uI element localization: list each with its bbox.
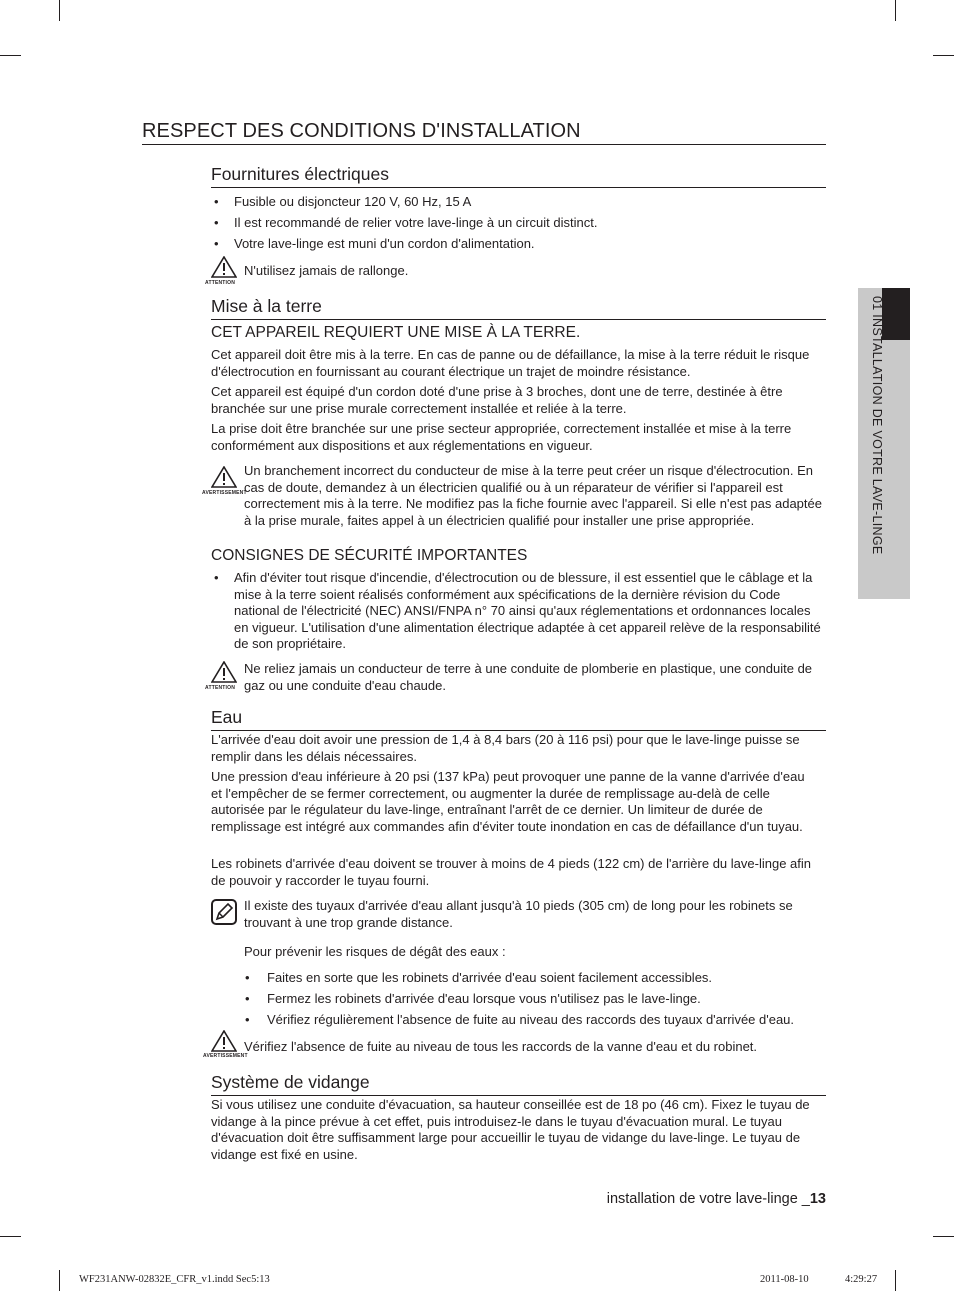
list-item: Il est recommandé de relier votre lave-linge à un circuit distinct. [234, 215, 598, 230]
section-title: Eau [211, 707, 826, 731]
bullet-marker: • [214, 215, 219, 230]
warning-label: AVERTISSEMENT [202, 490, 247, 496]
section-subtitle: CET APPAREIL REQUIERT UNE MISE À LA TERRE. [211, 324, 581, 341]
list-item: Afin d'éviter tout risque d'incendie, d'électrocution ou de blessure, il est essentiel que le câblage et la mise à la terre soient réalisés conformément aux spécifications de la dernière révision du Code national de l'électricité (NEC) ANSI/FNPA n° 70 ainsi qu'aux réglementations et ordonnances locales en vigueur. L'utilisation d'une alimentation électrique adaptée à cet appareil relève de la responsabilité de son propriétaire. [234, 570, 821, 651]
section-title: Fournitures électriques [211, 164, 826, 188]
section-subtitle: CONSIGNES DE SÉCURITÉ IMPORTANTES [211, 547, 528, 564]
page-title: RESPECT DES CONDITIONS D'INSTALLATION [142, 120, 581, 142]
list-item: Vérifiez régulièrement l'absence de fuite au niveau des raccords des tuyaux d'arrivée d'eau. [267, 1012, 795, 1027]
caution-label: ATTENTION [205, 280, 236, 286]
paragraph: Pour prévenir les risques de dégât des eaux : [244, 944, 506, 959]
bullet-marker: • [214, 236, 219, 251]
warning-text: Un branchement incorrect du conducteur de mise à la terre peut créer un risque d'électrocution. En cas de doute, demandez à un électricien qualifié ou à un réparateur de vérifier si l'appareil est correctement mis à la terre. Ne modifiez pas la fiche fournie avec l'appareil. Si elle n'est pas adaptée à la prise murale, faites appel à un électricien qualifié pour installer une prise appropriée. [244, 463, 822, 528]
section-title: Système de vidange [211, 1072, 826, 1096]
section-ground-heading [211, 296, 826, 320]
section-electric-heading [211, 164, 826, 188]
crop-mark [895, 1270, 896, 1291]
section-drain-heading [211, 1072, 826, 1096]
paragraph: Les robinets d'arrivée d'eau doivent se trouver à moins de 4 pieds (122 cm) de l'arrière du lave-linge afin de pouvoir y raccorder le tuyau fourni. [211, 856, 811, 888]
slug-time: 4:29:27 [845, 1274, 878, 1285]
list-item: Faites en sorte que les robinets d'arrivée d'eau soient facilement accessibles. [267, 970, 713, 985]
caution-text: N'utilisez jamais de rallonge. [244, 263, 409, 278]
crop-mark [895, 0, 896, 21]
warning-text: Vérifiez l'absence de fuite au niveau de tous les raccords de la vanne d'eau et du robinet. [244, 1039, 758, 1054]
warning-icon [211, 466, 237, 488]
list-item: Votre lave-linge est muni d'un cordon d'alimentation. [234, 236, 535, 251]
bullet-marker: • [245, 991, 250, 1006]
warning-icon [211, 1030, 237, 1052]
section-title: Mise à la terre [211, 296, 826, 320]
paragraph: Cet appareil doit être mis à la terre. En cas de panne ou de défaillance, la mise à la terre réduit le risque d'électrocution en fournissant au courant électrique un trajet de moindre résistance. [211, 347, 810, 379]
page-number: 13 [809, 1191, 826, 1207]
list-item: Fusible ou disjoncteur 120 V, 60 Hz, 15 A [234, 194, 472, 209]
crop-mark [0, 55, 21, 56]
bullet-marker: • [214, 570, 219, 585]
caution-text: Ne reliez jamais un conducteur de terre à une conduite de plomberie en plastique, une conduite de gaz ou une conduite d'eau chaude. [244, 661, 813, 693]
caution-label: ATTENTION [205, 685, 236, 691]
bullet-marker: • [245, 970, 250, 985]
crop-mark [0, 1236, 21, 1237]
chapter-tab-marker [882, 288, 910, 340]
footer-label: installation de votre lave-linge _ [606, 1191, 810, 1207]
warning-label: AVERTISSEMENT [203, 1053, 248, 1059]
paragraph: Une pression d'eau inférieure à 20 psi (137 kPa) peut provoquer une panne de la vanne d'arrivée d'eau et l'empêcher de se fermer correctement, ou augmenter la durée de remplissage au-delà de celle autorisée par le régulateur du lave-linge, entraînant l'arrêt de ce dernier. Un limiteur de durée de remplissage est intégré aux commandes afin d'éviter toute inondation en cas de défaillance d'un tuyau. [211, 769, 805, 834]
caution-icon [211, 661, 237, 683]
paragraph: La prise doit être branchée sur une prise secteur appropriée, correctement installée et mise à la terre conformément aux dispositions et aux réglementations en vigueur. [211, 421, 792, 453]
bullet-marker: • [214, 194, 219, 209]
bullet-marker: • [245, 1012, 250, 1027]
note-text: Il existe des tuyaux d'arrivée d'eau allant jusqu'à 10 pieds (305 cm) de long pour les robinets se trouvant à une trop grande distance. [244, 898, 793, 930]
title-rule [142, 144, 826, 145]
list-item: Fermez les robinets d'arrivée d'eau lorsque vous n'utilisez pas le lave-linge. [267, 991, 701, 1006]
caution-icon [211, 256, 237, 278]
paragraph: Cet appareil est équipé d'un cordon doté d'une prise à 3 broches, dont une de terre, destinée à être branchée sur une prise murale correctement installée et reliée à la terre. [211, 384, 783, 416]
section-water-heading [211, 707, 826, 731]
crop-mark [933, 1236, 954, 1237]
slug-file: WF231ANW-02832E_CFR_v1.indd Sec5:13 [79, 1274, 270, 1285]
crop-mark [59, 1270, 60, 1291]
chapter-tab-label: 01 INSTALLATION DE VOTRE LAVE-LINGE [870, 296, 884, 555]
paragraph: Si vous utilisez une conduite d'évacuation, sa hauteur conseillée est de 18 po (46 cm). Fixez le tuyau de vidange à la pince prévue à cet effet, puis introduisez-le dans le tuyau d'évacuation mural. Le tuyau d'évacuation doit être suffisamment large pour accueillir le tuyau de vidange du lave-linge. Le tuyau de vidange est fixé en usine. [211, 1097, 810, 1162]
slug-date: 2011-08-10 [760, 1274, 809, 1285]
note-icon [211, 899, 237, 925]
paragraph: L'arrivée d'eau doit avoir une pression de 1,4 à 8,4 bars (20 à 116 psi) pour que le lave-linge puisse se remplir dans les délais nécessaires. [211, 732, 800, 764]
crop-mark [933, 55, 954, 56]
crop-mark [59, 0, 60, 21]
page-footer [607, 1191, 826, 1207]
